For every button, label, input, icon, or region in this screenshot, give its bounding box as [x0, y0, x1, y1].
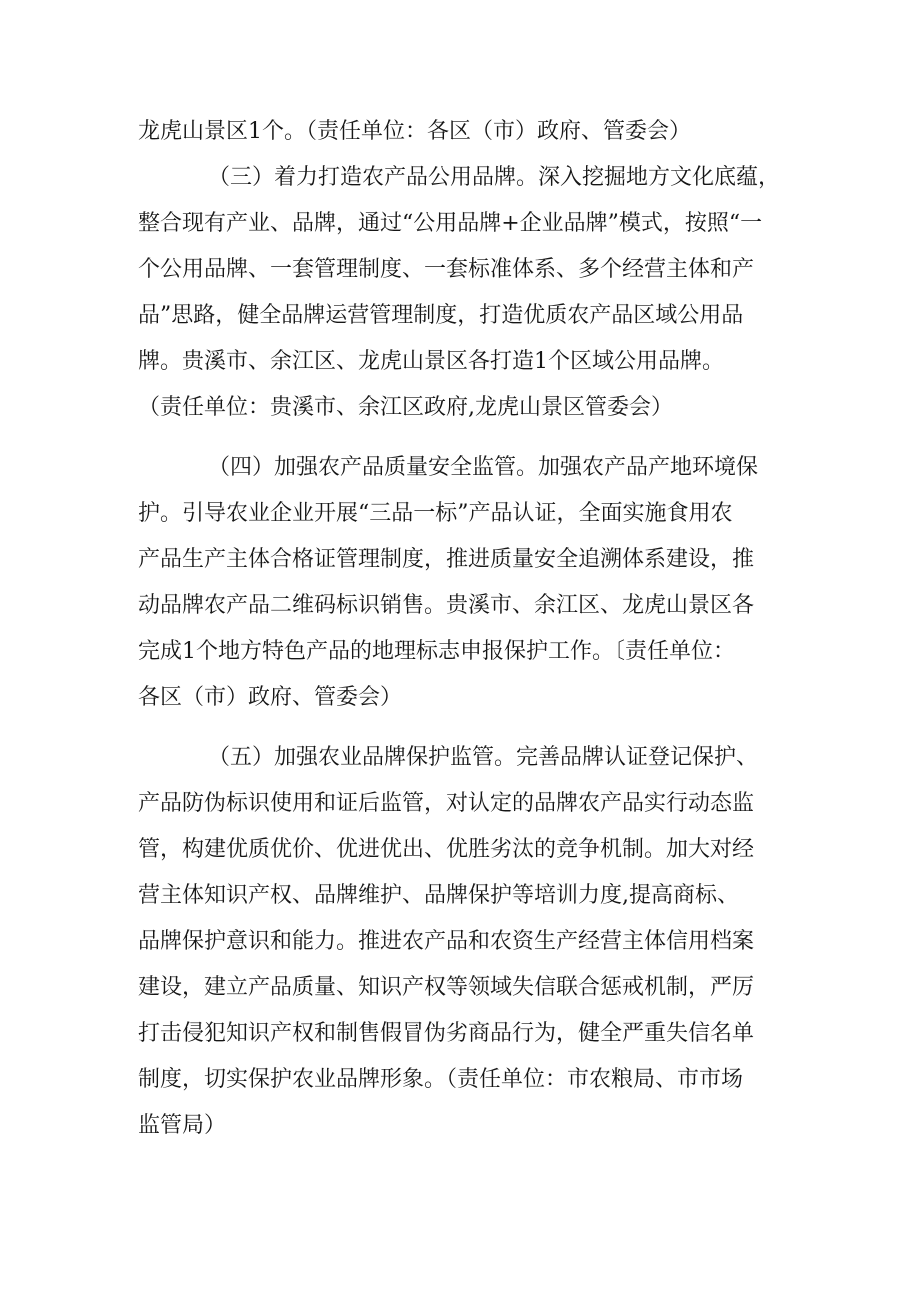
- text-line: 个公用品牌、一套管理制度、一套标准体系、多个经营主体和产: [138, 257, 755, 282]
- text-line: 打击侵犯知识产权和制售假冒伪劣商品行为，健全严重失信名单: [138, 1021, 755, 1046]
- text-line: 龙虎山景区1个。（责任单位：各区（市）政府、管委会）: [138, 119, 691, 144]
- text-line: 制度，切实保护农业品牌形象。（责任单位：市农粮局、市市场: [138, 1067, 744, 1092]
- text-line: 品牌保护意识和能力。推进农产品和农资生产经营主体信用档案: [138, 929, 755, 954]
- text-line: 产品防伪标识使用和证后监管，对认定的品牌农产品实行动态监: [138, 791, 755, 816]
- text-line: 动品牌农产品二维码标识销售。贵溪市、余江区、龙虎山景区各: [138, 593, 755, 618]
- text-line: 整合现有产业、品牌，通过“公用品牌+企业品牌”模式，按照“一: [138, 211, 763, 236]
- text-line: 产品生产主体合格证管理制度，推进质量安全追溯体系建设，推: [138, 547, 755, 572]
- text-line: 牌。贵溪市、余江区、龙虎山景区各打造1个区域公用品牌。: [138, 349, 724, 374]
- text-line: 营主体知识产权、品牌维护、品牌保护等培训力度,提高商标、: [138, 883, 739, 908]
- text-line: 完成1个地方特色产品的地理标志申报保护工作。〔责任单位：: [138, 639, 735, 664]
- text-line: 监管局）: [138, 1113, 227, 1138]
- text-line: 管，构建优质优价、优进优出、优胜劣汰的竞争机制。加大对经: [138, 837, 755, 862]
- section-five-heading-line: （五）加强农业品牌保护监管。完善品牌认证登记保护、: [208, 745, 759, 770]
- text-line: （责任单位：贵溪市、余江区政府,龙虎山景区管委会）: [138, 395, 673, 420]
- text-line: 品”思路，健全品牌运营管理制度，打造优质农产品区域公用品: [138, 303, 744, 328]
- text-line: 各区（市）政府、管委会）: [138, 685, 403, 710]
- text-line: 护。引导农业企业开展“三品一标”产品认证，全面实施食用农: [138, 501, 733, 526]
- text-line: 建设，建立产品质量、知识产权等领域失信联合惩戒机制，严厉: [138, 975, 755, 1000]
- section-three-heading-line: （三）着力打造农产品公用品牌。深入挖掘地方文化底蕴，: [208, 165, 781, 190]
- section-four-heading-line: （四）加强农产品质量安全监管。加强农产品产地环境保: [208, 455, 759, 480]
